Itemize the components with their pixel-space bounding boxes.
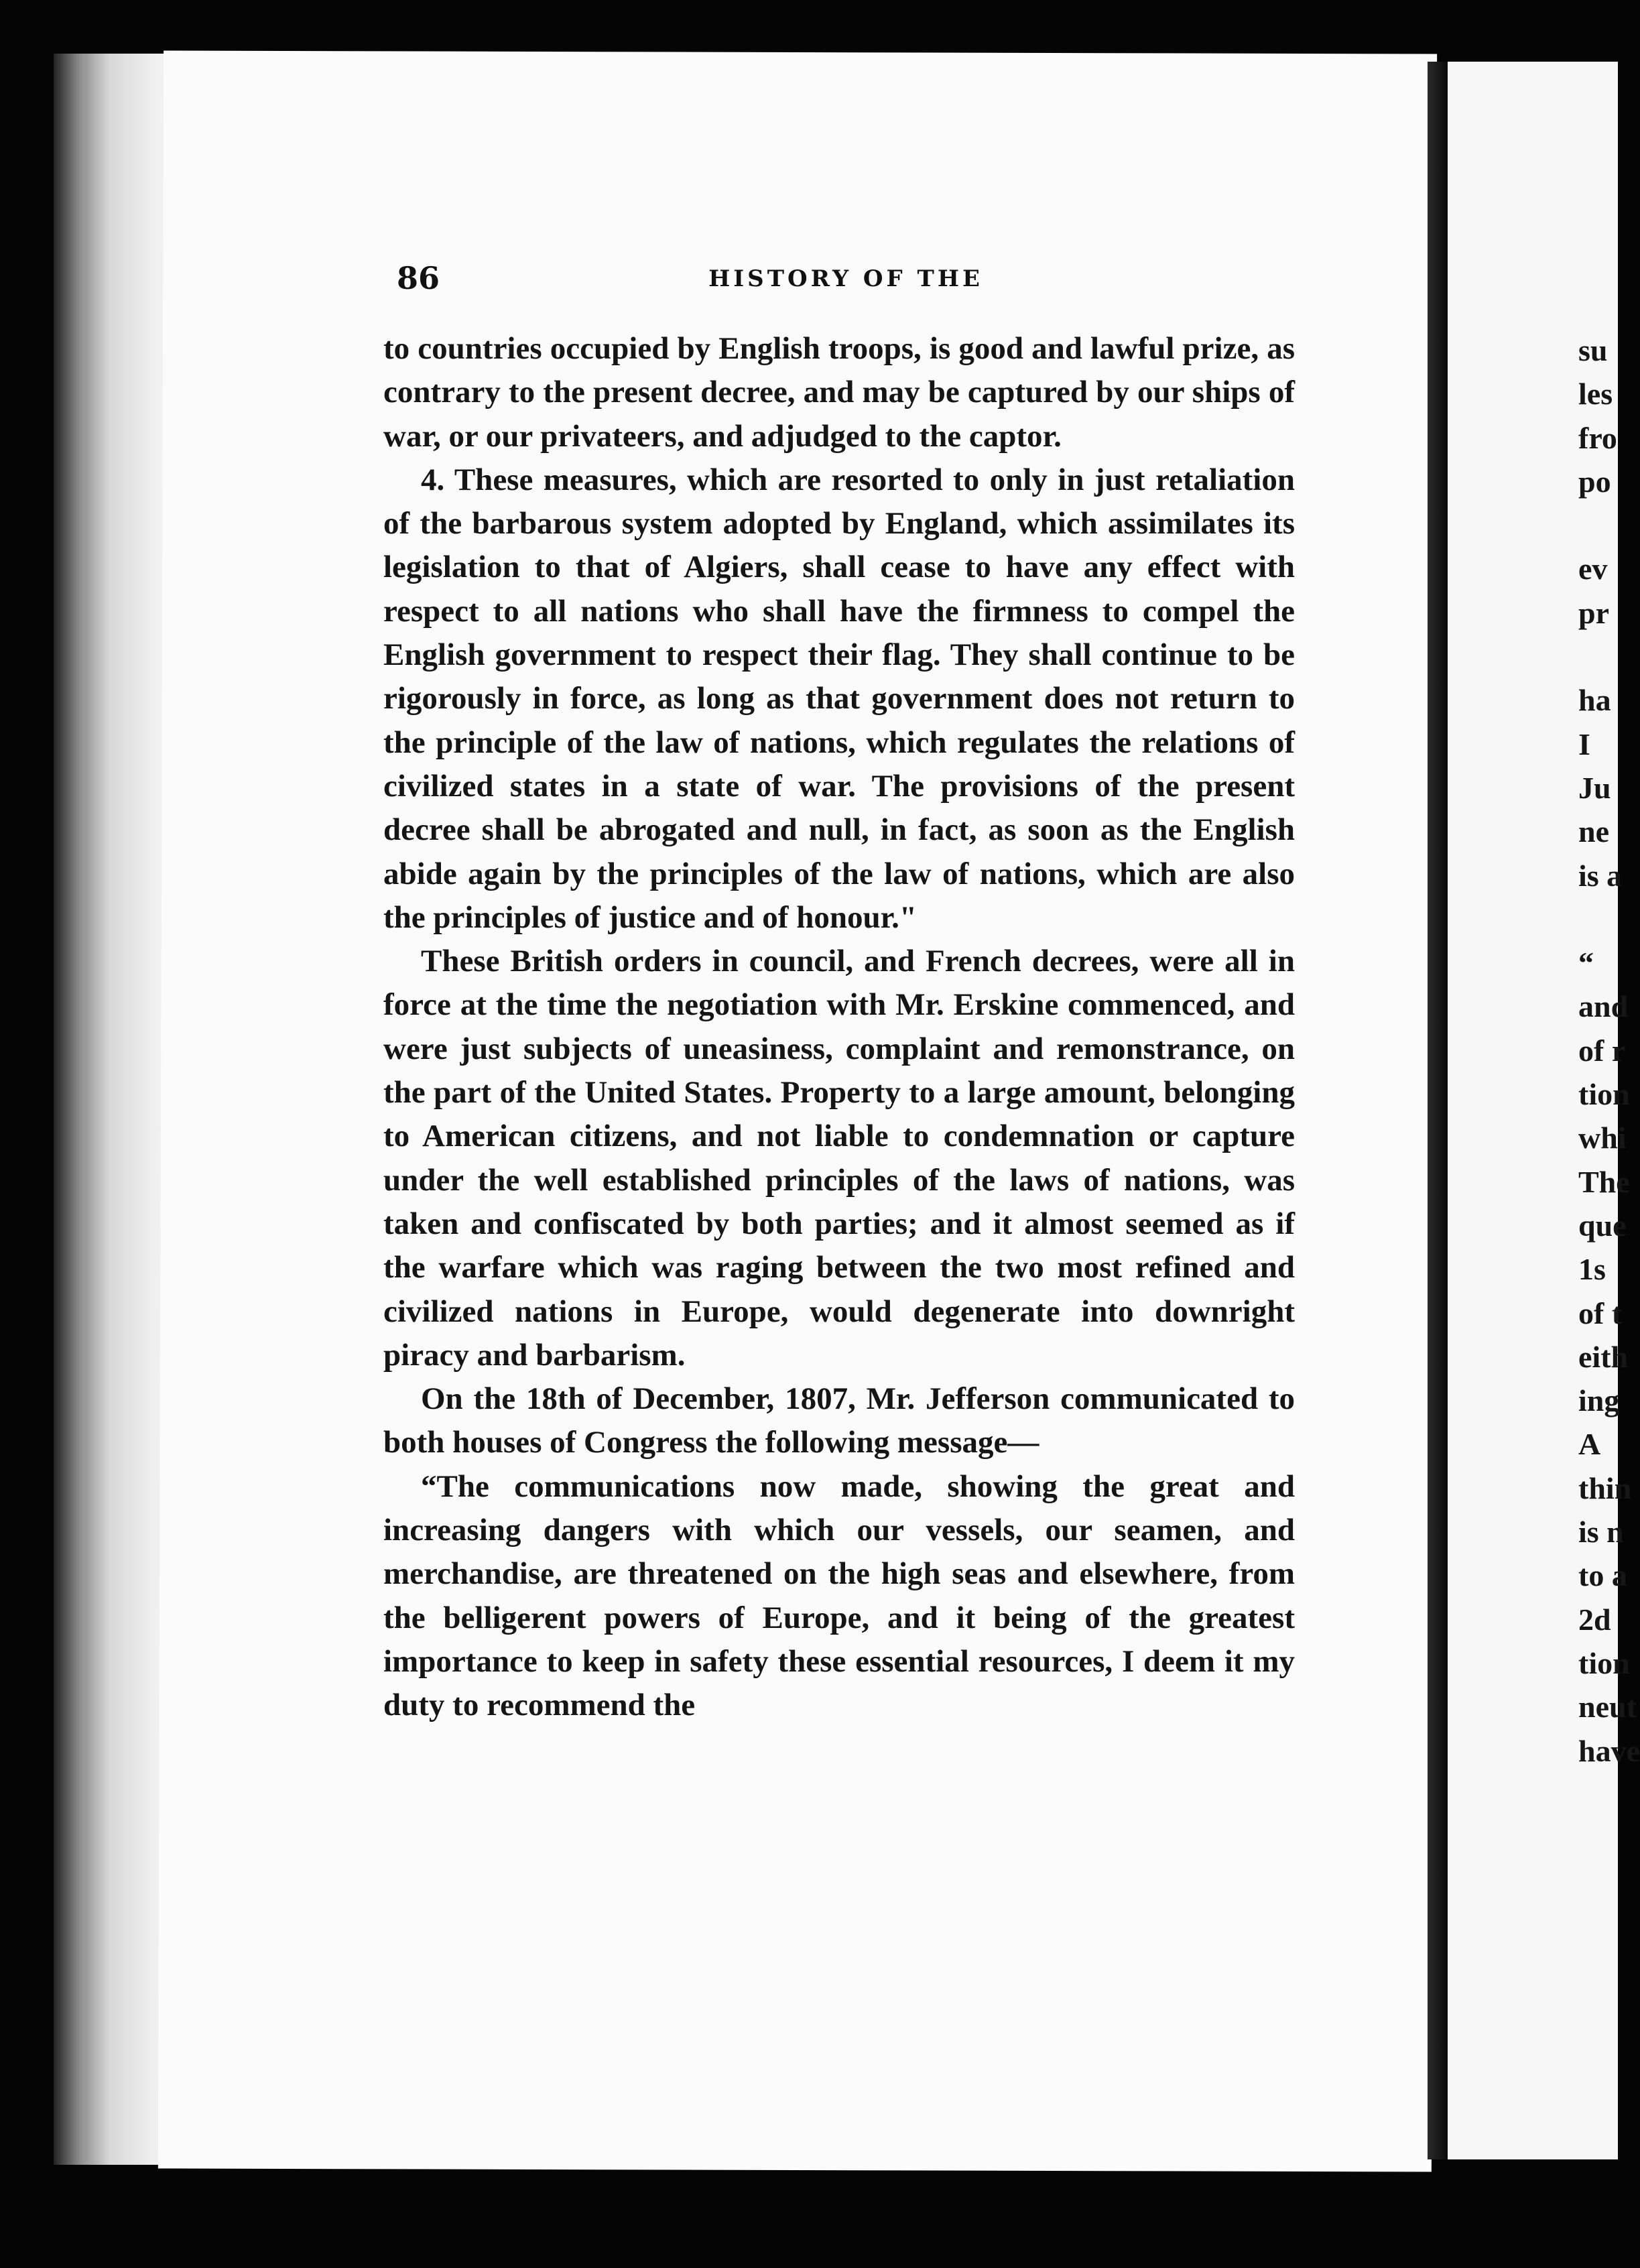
paragraph: to countries occupied by English troops, is good and lawful prize, as contrary to the present decree, and may be captured by our ships of war, or our privateers, and adjudged to the captor. [383, 331, 1295, 454]
running-head [397, 260, 1295, 300]
page-number: 86 [397, 260, 440, 296]
paragraph: 4. These measures, which are resorted to only in just retaliation of the barbarous system adopted by England, which assimilates its legislation to that of Algiers, shall cease to have any effect with respect to all nations who shall have the firmness to compel the English government to respect their flag. They shall continue to be rigorously in force, as long as that government does not return to the principle of the law of nations, which regulates the relations of civilized states in a state of war. The provisions of the present decree shall be abrogated and null, in fact, as soon as the English abide again by the principles of the law of nations, which are also the principles of justice and of honour." [383, 462, 1295, 935]
running-title: HISTORY OF THE [708, 265, 983, 292]
paragraph: On the 18th of December, 1807, Mr. Jefferson communicated to both houses of Congress the following message— [383, 1381, 1295, 1460]
paragraph: These British orders in council, and French decrees, were all in force at the time the negotiation with Mr. Erskine commenced, and were just subjects of uneasiness, complaint and remonstrance, on the part of the United States. Property to a large amount, belonging to American citizens, and not liable to condemnation or capture under the well established principles of the laws of nations, was taken and confiscated by both parties; and it almost seemed as if the warfare which was raging between the two most refined and civilized nations in Europe, would degenerate into downright piracy and barbarism. [383, 944, 1295, 1373]
book-gutter [1428, 62, 1448, 2159]
paragraph: “The communications now made, showing the great and increasing dangers with which our vessels, our seamen, and merchandise, are threatened on the high seas and elsewhere, from the belligerent powers of Europe, and it being of the greatest importance to keep in safety these essential resources, I deem it my duty to recommend the [383, 1468, 1295, 1723]
body-text [383, 327, 1295, 1728]
right-page-fragments: su les fro po ev pr ha I Ju ne is a “ and of r tion whi The que 1s of t eith ing A thin is n to a 2d tion neut have [1578, 333, 1640, 1768]
